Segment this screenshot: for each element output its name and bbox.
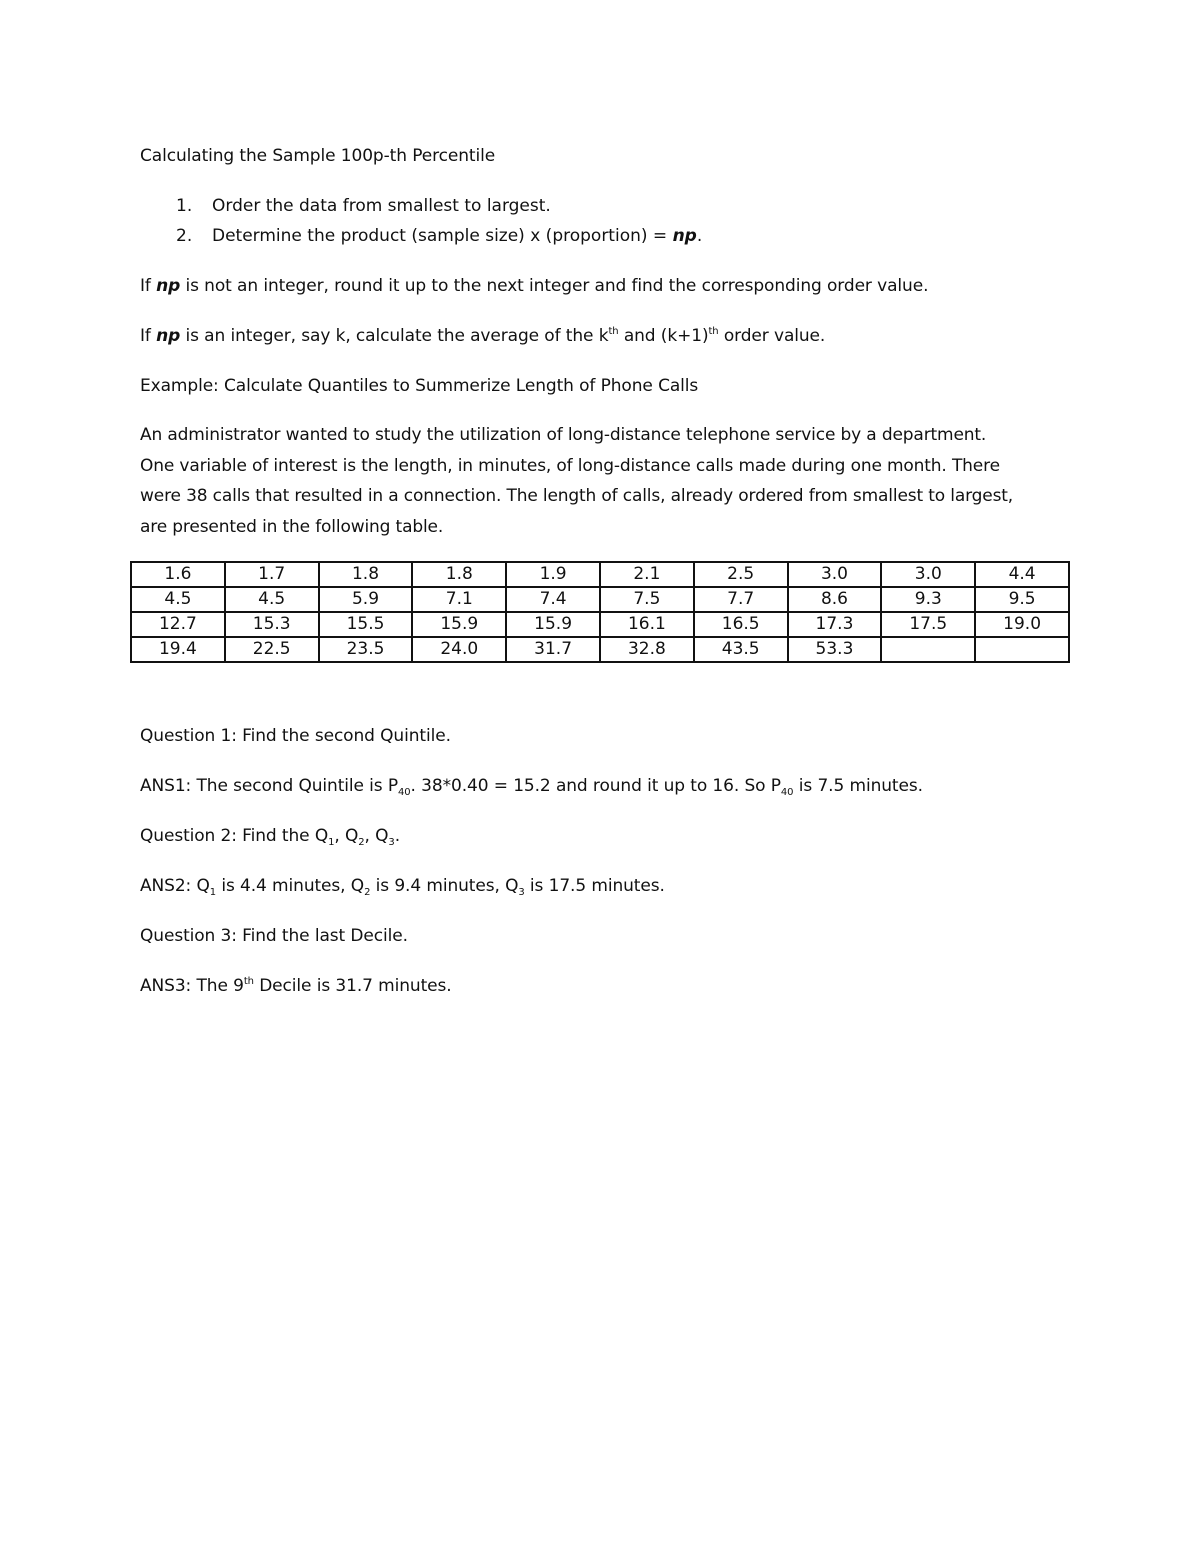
table-cell: 16.5: [694, 612, 788, 637]
q2-part: .: [394, 826, 400, 846]
ans2-part: is 17.5 minutes.: [524, 876, 665, 896]
subscript: 40: [780, 787, 794, 798]
table-cell: 7.7: [694, 587, 788, 612]
question-1: Question 1: Find the second Quintile.: [140, 726, 451, 746]
superscript: th: [608, 326, 619, 337]
rule2-mid2: and (k+1): [618, 326, 709, 346]
intro-line: One variable of interest is the length, in minutes, of long-distance calls made during one month. There: [140, 455, 1000, 476]
intro-line: were 38 calls that resulted in a connection. The length of calls, already ordered from smallest to largest,: [140, 486, 1014, 506]
intro-line: An administrator wanted to study the utilization of long-distance telephone service by a department.: [140, 425, 987, 445]
question-3: Question 3: Find the last Decile.: [140, 926, 408, 946]
table-cell: 4.5: [131, 587, 225, 612]
table-cell: 2.5: [694, 562, 788, 587]
ans1-part: ANS1: The second Quintile is P: [140, 776, 399, 796]
ans1-part: is 7.5 minutes.: [793, 776, 923, 796]
table-cell: 1.6: [131, 562, 225, 587]
table-cell: 8.6: [788, 587, 882, 612]
table-cell: 31.7: [506, 637, 600, 662]
rule-non-integer: [140, 276, 928, 296]
ans2-part: is 9.4 minutes, Q: [370, 876, 519, 896]
table-cell: 24.0: [412, 637, 506, 662]
table-cell: 17.5: [881, 612, 975, 637]
table-cell: 5.9: [319, 587, 413, 612]
np-term: np: [156, 326, 181, 346]
table-cell: 12.7: [131, 612, 225, 637]
table-cell: 7.4: [506, 587, 600, 612]
question-2: [140, 826, 400, 846]
table-cell: 17.3: [788, 612, 882, 637]
table-cell: 15.9: [506, 612, 600, 637]
subscript: 1: [209, 887, 217, 898]
ans2-part: ANS2: Q: [140, 876, 210, 896]
table-cell: 7.5: [600, 587, 694, 612]
table-row: [131, 612, 1069, 637]
table-cell: 15.9: [412, 612, 506, 637]
table-cell: 7.1: [412, 587, 506, 612]
table-cell: 1.8: [319, 562, 413, 587]
table-cell: 15.5: [319, 612, 413, 637]
rule1-pre: If: [140, 276, 157, 296]
table-cell: 3.0: [788, 562, 882, 587]
table-cell: [881, 637, 975, 662]
rule2-post: order value.: [718, 326, 826, 346]
step-1-number: 1.: [176, 196, 193, 216]
ans3-part: ANS3: The 9: [140, 976, 244, 996]
table-cell: 1.9: [506, 562, 600, 587]
table-cell: 4.4: [975, 562, 1069, 587]
table-cell: 9.3: [881, 587, 975, 612]
call-length-table: [130, 561, 1070, 663]
table-cell: 15.3: [225, 612, 319, 637]
step-2-text-part: Determine the product (sample size) x (proportion) =: [212, 226, 673, 246]
q2-part: Question 2: Find the Q: [140, 826, 329, 846]
np-term: np: [156, 276, 181, 296]
table-cell: 1.7: [225, 562, 319, 587]
rule-integer: [140, 326, 825, 346]
table-cell: 43.5: [694, 637, 788, 662]
table-cell: 1.8: [412, 562, 506, 587]
table-cell: 3.0: [881, 562, 975, 587]
step-2-number: 2.: [176, 226, 193, 246]
intro-line: are presented in the following table.: [140, 516, 444, 537]
ans1-part: . 38*0.40 = 15.2 and round it up to 16. So P: [410, 776, 781, 796]
subscript: 40: [398, 787, 411, 798]
step-1-text: Order the data from smallest to largest.: [212, 196, 551, 216]
table-cell: [975, 637, 1069, 662]
table-cell: 19.0: [975, 612, 1069, 637]
table-cell: 19.4: [131, 637, 225, 662]
superscript: th: [243, 976, 254, 987]
rule2-pre: If: [140, 326, 157, 346]
rule2-mid: is an integer, say k, calculate the average of the k: [180, 326, 609, 346]
table-row: [131, 562, 1069, 587]
table-row: [131, 637, 1069, 662]
subscript: 2: [364, 887, 371, 898]
subscript: 3: [388, 837, 395, 848]
example-heading: Example: Calculate Quantiles to Summerize Length of Phone Calls: [140, 376, 699, 396]
table-cell: 2.1: [600, 562, 694, 587]
ans2-part: is 4.4 minutes, Q: [216, 876, 365, 896]
table-cell: 22.5: [225, 637, 319, 662]
answer-3: [140, 976, 452, 996]
answer-2: [140, 876, 665, 896]
table-cell: 53.3: [788, 637, 882, 662]
table-row: [131, 587, 1069, 612]
q2-part: , Q: [334, 826, 359, 846]
answer-1: [140, 776, 923, 796]
step-2-text-end: .: [696, 226, 703, 246]
np-term: np: [672, 226, 697, 246]
table-cell: 23.5: [319, 637, 413, 662]
table-cell: 4.5: [225, 587, 319, 612]
ans3-part: Decile is 31.7 minutes.: [253, 976, 452, 996]
table-cell: 9.5: [975, 587, 1069, 612]
subscript: 3: [518, 887, 525, 898]
subscript: 2: [358, 837, 365, 848]
step-2-text: [212, 226, 702, 246]
q2-part: , Q: [364, 826, 389, 846]
table-body: [131, 562, 1069, 662]
rule1-post: is not an integer, round it up to the next integer and find the corresponding order value.: [180, 276, 929, 296]
table-cell: 32.8: [600, 637, 694, 662]
table-cell: 16.1: [600, 612, 694, 637]
intro-paragraph: [140, 420, 1070, 542]
subscript: 1: [328, 837, 335, 848]
superscript: th: [708, 326, 719, 337]
document-title: Calculating the Sample 100p-th Percentile: [140, 146, 496, 166]
